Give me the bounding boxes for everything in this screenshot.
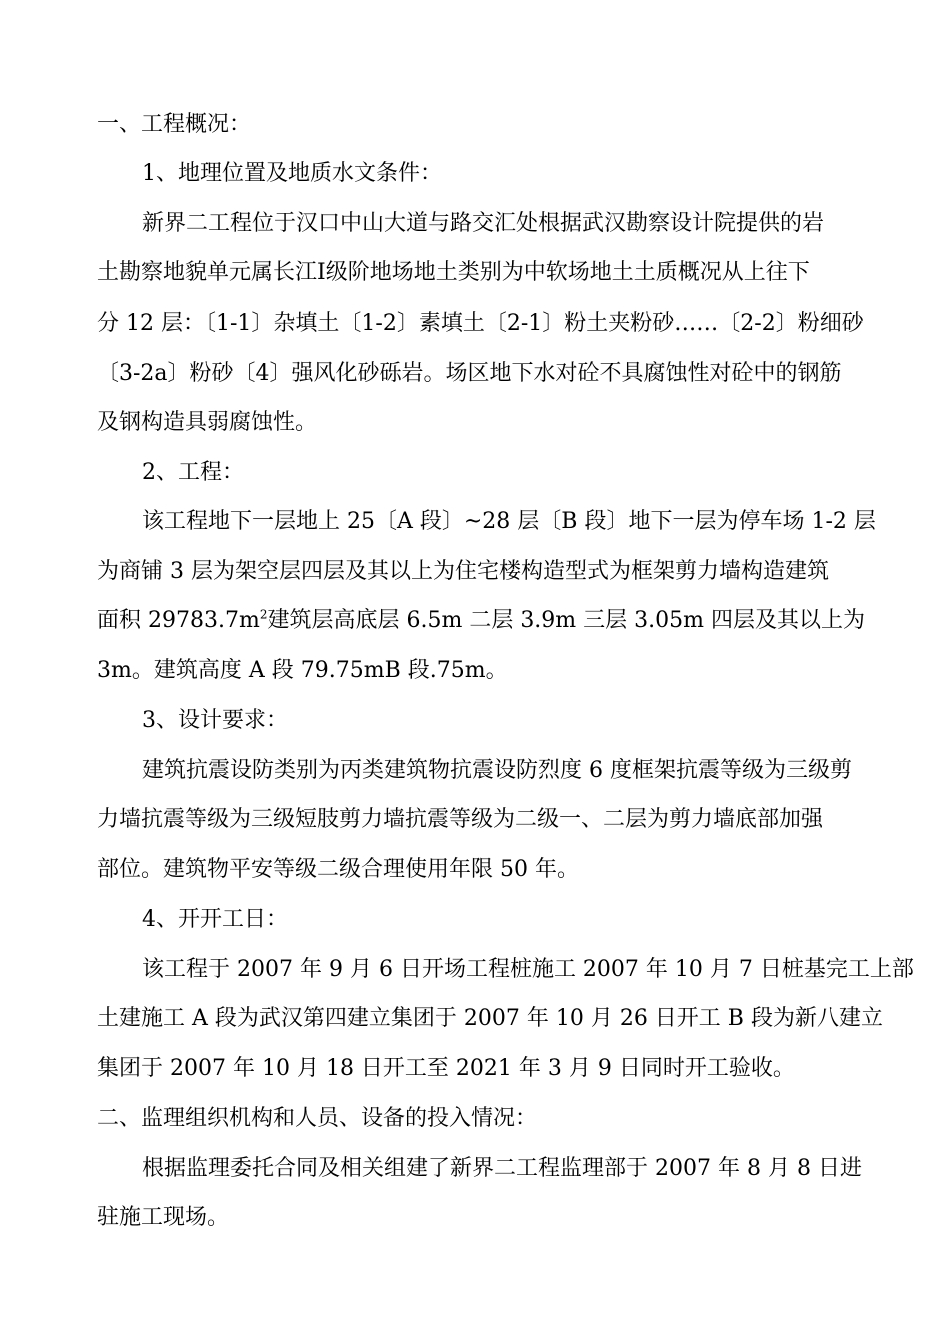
floor-height-text: 建筑层高底层 6.5m 二层 3.9m 三层 3.05m 四层及其以上为 — [267, 608, 865, 633]
paragraph-3-line: 建筑抗震设防类别为丙类建筑物抗震设防烈度 6 度框架抗震等级为三级剪 — [142, 758, 852, 783]
area-text: 面积 29783.7m — [97, 608, 260, 633]
paragraph-1-line: 及钢构造具弱腐蚀性。 — [97, 410, 318, 435]
paragraph-4-line: 该工程于 2007 年 9 月 6 日开场工程桩施工 2007 年 10 月 7 日桩基完工上部 — [142, 957, 914, 982]
paragraph-5-line: 驻施工现场。 — [97, 1205, 230, 1230]
paragraph-3-line: 力墙抗震等级为三级短肢剪力墙抗震等级为二级一、二层为剪力墙底部加强 — [97, 807, 824, 832]
paragraph-2-line: 该工程地下一层地上 25〔A 段〕~28 层〔B 段〕地下一层为停车场 1-2 层 — [142, 509, 876, 534]
paragraph-3-line: 部位。建筑物平安等级二级合理使用年限 50 年。 — [97, 857, 579, 882]
subsection-1-heading: 1、地理位置及地质水文条件： — [142, 161, 442, 186]
paragraph-4-line: 土建施工 A 段为武汉第四建立集团于 2007 年 10 月 26 日开工 B 段为新八建立 — [97, 1006, 883, 1031]
section-2-heading: 二、监理组织机构和人员、设备的投入情况： — [97, 1106, 538, 1131]
paragraph-5-line: 根据监理委托合同及相关组建了新界二工程监理部于 2007 年 8 月 8 日进 — [142, 1156, 862, 1181]
paragraph-1-line: 土勘察地貌单元属长江Ⅰ级阶地场地土类别为中软场地土土质概况从上往下 — [97, 260, 810, 285]
paragraph-1-line: 分 12 层：〔1-1〕杂填土〔1-2〕素填土〔2-1〕粉土夹粉砂……〔2-2〕粉细砂 — [97, 311, 864, 336]
area-superscript: 2 — [259, 607, 268, 622]
paragraph-2-line: 为商铺 3 层为架空层四层及其以上为住宅楼构造型式为框架剪力墙构造建筑 — [97, 559, 829, 584]
paragraph-4-line: 集团于 2007 年 10 月 18 日开工至 2021 年 3 月 9 日同时开工验收。 — [97, 1056, 795, 1081]
section-1-heading: 一、工程概况： — [97, 112, 252, 137]
subsection-2-heading: 2、工程： — [142, 460, 244, 485]
paragraph-1-line: 新界二工程位于汉口中山大道与路交汇处根据武汉勘察设计院提供的岩 — [142, 211, 825, 236]
subsection-3-heading: 3、设计要求： — [142, 708, 288, 733]
paragraph-2-line: 3m。建筑高度 A 段 79.75mB 段.75m。 — [97, 658, 508, 683]
paragraph-1-line: 〔3-2a〕粉砂〔4〕强风化砂砾岩。场区地下水对砼不具腐蚀性对砼中的钢筋 — [97, 361, 842, 386]
subsection-4-heading: 4、开开工日： — [142, 907, 288, 932]
paragraph-2-line — [0, 606, 950, 636]
